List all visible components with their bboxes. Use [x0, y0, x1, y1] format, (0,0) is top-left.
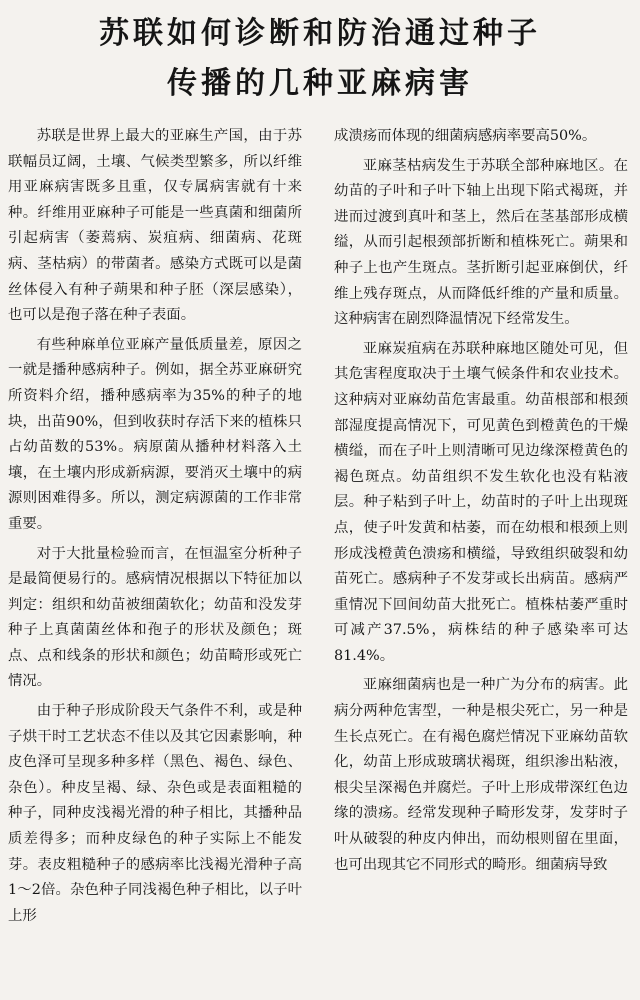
paragraph: 亚麻细菌病也是一种广为分布的病害。此病分两种危害型，一种是根尖死亡，另一种是生长点死亡。在有褐色腐烂情况下亚麻幼苗软化，幼苗上形成玻璃状褐斑，组织渗出粘液，根尖呈深褐色并腐烂。子叶上形成带深红色边缘的溃疡。经常发现种子畸形发芽，发芽时子叶从破裂的种皮内伸出，而幼根则留在里面，也可出现其它不同形式的畸形。细菌病导致: [334, 677, 628, 873]
article-title-line-1: 苏联如何诊断和防治通过种子: [99, 16, 541, 51]
left-text-column: [8, 124, 302, 929]
paragraph: 亚麻炭疽病在苏联种麻地区随处可见，但其危害程度取决于土壤气候条件和农业技术。这种病对亚麻幼苗危害最重。幼苗根部和根颈部湿度提高情况下，可见黄色到橙黄色的干燥横缢，而在子叶上则清晰可见边缘深橙黄色的褐色斑点。幼苗组织不发生软化也没有粘液层。种子粘到子叶上，幼苗时的子叶上出现斑点，使子叶发黄和枯萎，而在幼根和根颈上则形成浅橙黄色溃疡和横缢，导致组织破裂和幼苗死亡。感病种子不发芽或长出病苗。感病严重情况下回间幼苗大批死亡。植株枯萎严重时可减产37.5%，病株结的种子感染率可达81.4%。: [334, 340, 628, 664]
paragraph: 对于大批量检验而言，在恒温室分析种子是最简便易行的。感病情况根据以下特征加以判定：组织和幼苗被细菌软化；幼苗和没发芽种子上真菌菌丝体和孢子的形状及颜色；斑点、点和线条的形状和颜色；幼苗畸形或死亡情况。: [8, 545, 302, 690]
right-text-column: [334, 124, 628, 878]
article-title-line-2: 传播的几种亚麻病害: [167, 66, 473, 101]
paragraph-continuation: 成溃疡而体现的细菌病感病率要高50%。: [334, 128, 597, 144]
paragraph: 亚麻茎枯病发生于苏联全部种麻地区。在幼苗的子叶和子叶下轴上出现下陷式褐斑，并进而过渡到真叶和茎上，然后在茎基部形成横缢，从而引起根颈部折断和植株死亡。蒴果和种子上也产生斑点。茎折断引起亚麻倒伏，纤维上残存斑点，从而降低纤维的产量和质量。这种病害在剧烈降温情况下经常发生。: [334, 157, 628, 328]
paragraph: 由于种子形成阶段天气条件不利，或是种子烘干时工艺状态不佳以及其它因素影响，种皮色泽可呈现多种多样（黑色、褐色、绿色、杂色）。种皮呈褐、绿、杂色或是表面粗糙的种子，同种皮浅褐光滑的种子相比，其播种品质差得多；而种皮绿色的种子实际上不能发芽。表皮粗糙种子的感病率比浅褐光滑种子高1～2倍。杂色种子同浅褐色种子相比，以子叶上形: [8, 703, 302, 924]
paragraph: 有些种麻单位亚麻产量低质量差，原因之一就是播种感病种子。例如，据全苏亚麻研究所资料介绍，播种感病率为35%的种子的地块，出苗90%，但到收获时存活下来的植株只占幼苗数的53%。病原菌从播种材料落入土壤，在土壤内形成新病源，要消灭土壤中的病源则困难得多。所以，测定病源菌的工作非常重要。: [8, 336, 302, 532]
paragraph: 苏联是世界上最大的亚麻生产国，由于苏联幅员辽阔，土壤、气候类型繁多，所以纤维用亚麻病害既多且重，仅专属病害就有十来种。纤维用亚麻种子可能是一些真菌和细菌所引起病害（萎蔫病、炭疽病、细菌病、花斑病、茎枯病）的带菌者。感染方式既可以是菌丝体侵入有种子蒴果和种子胚（深层感染），也可以是孢子落在种子表面。: [8, 128, 302, 324]
